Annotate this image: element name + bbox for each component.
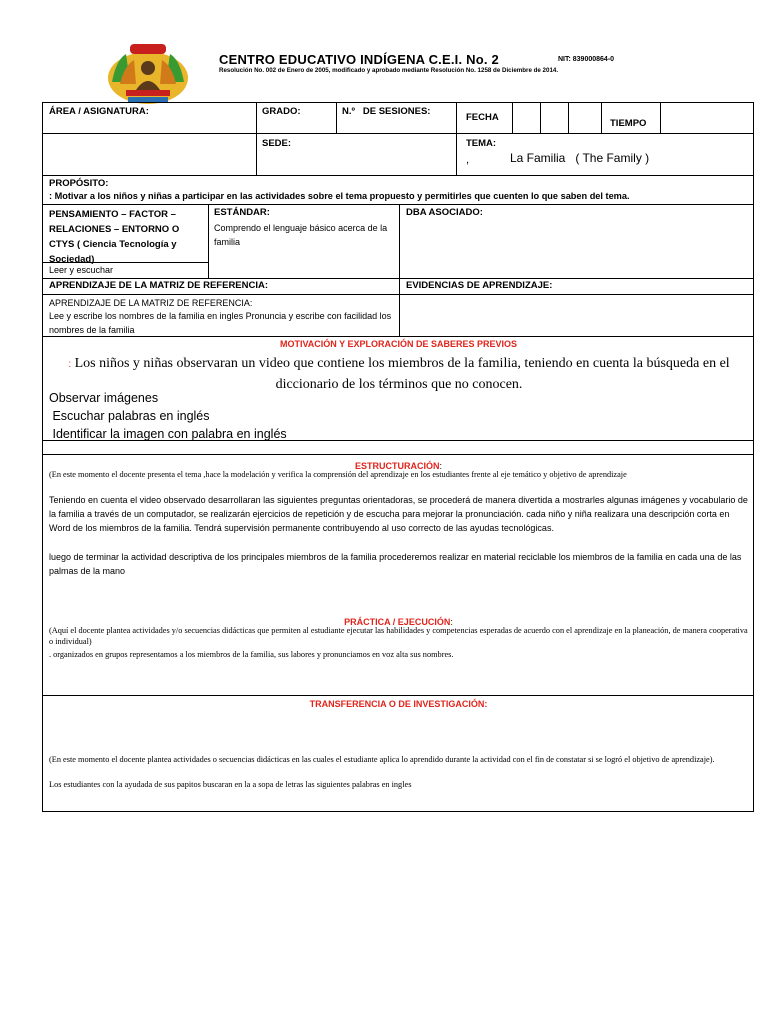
tema-label: TEMA: bbox=[466, 138, 497, 149]
motivacion-item: Identificar la imagen con palabra en inglés bbox=[49, 427, 287, 441]
school-name: CENTRO EDUCATIVO INDÍGENA C.E.I. No. 2 bbox=[219, 52, 499, 67]
grado-label: GRADO: bbox=[262, 106, 301, 117]
sesiones-label: N.º DE SESIONES: bbox=[342, 106, 431, 117]
motivacion-paragraph bbox=[49, 353, 749, 394]
pensamiento-value: Leer y escuchar bbox=[49, 265, 114, 275]
transferencia-text: Los estudiantes con la ayudada de sus papitos buscaran en la a sopa de letras las siguientes palabras en ingles bbox=[49, 780, 412, 789]
motivacion-list bbox=[49, 389, 287, 443]
practica-title: PRÁCTICA / EJECUCIÓN bbox=[344, 617, 451, 627]
area-label: ÁREA / ASIGNATURA: bbox=[49, 106, 149, 117]
estructuracion-p1: Teniendo en cuenta el video observado desarrollaran las siguientes preguntas orientadoras, se procederá de manera divertida a mostrarles algunas imágenes y vocabulario de la familia a través de un computador, se realizarán ejercicios de repetición y de escucha para mejorar la pronunciación. cada niño y niña realizara una descripción corta en Word de los miembros de la familia. Tendrá supervisión permanente contribuyendo al uso correcto de las ayudas tecnológicas. bbox=[49, 495, 748, 533]
dba-label: DBA ASOCIADO: bbox=[406, 207, 483, 218]
motivacion-text: Los niños y niñas observaran un video que contiene los miembros de la familia, teniendo en cuenta la búsqueda en el diccionario de los términos que no conocen. bbox=[71, 356, 730, 392]
resolution-text: Resolución No. 002 de Enero de 2005, modificado y aprobado mediante Resolución No. 1258 de Diciembre de 2014. bbox=[219, 67, 559, 74]
proposito-label: PROPÓSITO: bbox=[49, 178, 109, 189]
estructuracion-title: ESTRUCTURACIÓN bbox=[354, 461, 440, 471]
sede-label: SEDE: bbox=[262, 138, 292, 149]
proposito-text: : Motivar a los niños y niñas a participar en las actividades sobre el tema propuesto y permitirles que cuenten lo que saben del tema. bbox=[49, 191, 630, 201]
evidencias-label: EVIDENCIAS DE APRENDIZAJE: bbox=[406, 280, 553, 291]
motivacion-marker: : bbox=[68, 359, 72, 370]
fecha-label: FECHA bbox=[466, 112, 499, 123]
estandar-text: Comprendo el lenguaje básico acerca de la familia bbox=[214, 223, 388, 247]
motivacion-item: Escuchar palabras en inglés bbox=[49, 409, 210, 423]
tema-comma: , bbox=[466, 154, 470, 166]
nit-number: NIT: 839000864-0 bbox=[558, 56, 615, 63]
estructuracion-p2: luego de terminar la actividad descriptiva de los principales miembros de la familia procederemos realizar en material reciclable los miembros de la familia en cada una de las palmas de la mano bbox=[49, 552, 742, 576]
estructuracion-note: (En este momento el docente presenta el tema ,hace la modelación y verifica la comprensión del aprendizaje en los estudiantes frente al eje temático y objetivo de aprendizaje bbox=[49, 470, 627, 479]
practica-text: . organizados en grupos representamos a los miembros de la familia, sus labores y pronunciamos en voz alta sus nombres. bbox=[49, 650, 454, 659]
practica-colon: : bbox=[450, 617, 453, 627]
motivacion-title: MOTIVACIÓN Y EXPLORACIÓN DE SABERES PREVIOS bbox=[279, 339, 518, 349]
motivacion-item: Observar imágenes bbox=[49, 391, 159, 405]
tiempo-label: TIEMPO bbox=[610, 118, 647, 129]
lesson-plan-form bbox=[42, 102, 754, 812]
pensamiento-label: PENSAMIENTO – FACTOR – RELACIONES – ENTORNO O CTYS ( Ciencia Tecnología y Sociedad) bbox=[49, 209, 180, 265]
school-logo bbox=[106, 42, 190, 106]
estructuracion-colon: : bbox=[439, 461, 442, 471]
estandar-label: ESTÁNDAR: bbox=[214, 207, 270, 218]
tema-value: La Familia ( The Family ) bbox=[510, 151, 650, 165]
transferencia-title: TRANSFERENCIA O DE INVESTIGACIÓN: bbox=[309, 699, 488, 709]
transferencia-note: (En este momento el docente plantea actividades o secuencias didácticas en las cuales el estudiante aplica lo aprendido durante la actividad con el fin de constatar si se logró el objetivo de aprendizaje). bbox=[49, 755, 715, 764]
aprendizaje-text: Lee y escribe los nombres de la familia en ingles Pronuncia y escribe con facilidad los nombres de la familia bbox=[49, 311, 392, 335]
practica-note: (Aquí el docente plantea actividades y/o secuencias didácticas que permiten al estudiante ejecutar las habilidades y competencias esperadas de acuerdo con el aprendizaje en la planeación, de manera cooperativa o individual) bbox=[49, 626, 748, 646]
aprendizaje-label: APRENDIZAJE DE LA MATRIZ DE REFERENCIA: bbox=[49, 280, 269, 291]
aprendizaje-sublabel: APRENDIZAJE DE LA MATRIZ DE REFERENCIA: bbox=[49, 298, 253, 308]
